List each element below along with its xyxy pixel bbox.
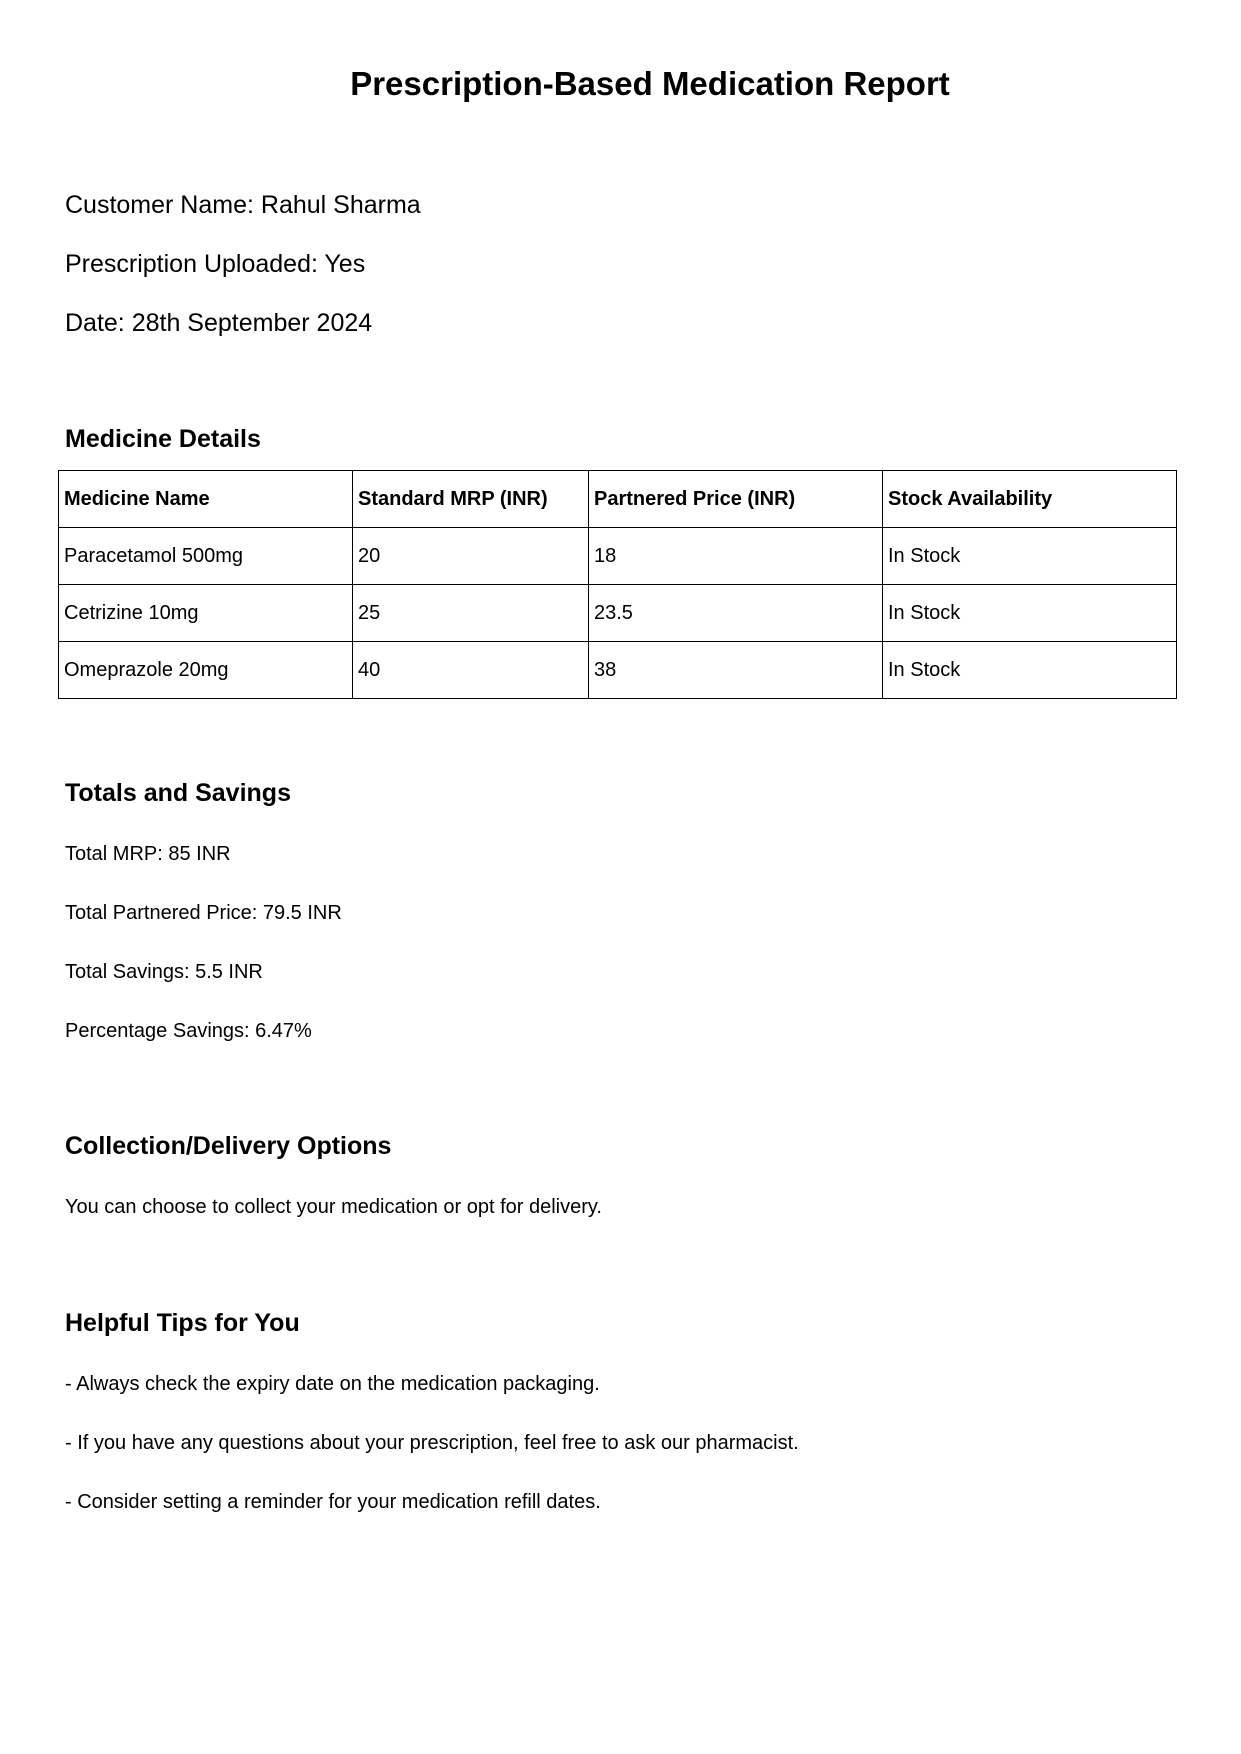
standard-mrp-cell: 20 [353, 528, 589, 585]
column-header-partnered-price: Partnered Price (INR) [589, 471, 883, 528]
total-partnered-price: Total Partnered Price: 79.5 INR [65, 902, 342, 924]
medicine-details-heading: Medicine Details [65, 425, 261, 453]
partnered-price-cell: 23.5 [589, 585, 883, 642]
collection-heading: Collection/Delivery Options [65, 1132, 392, 1160]
stock-availability-cell: In Stock [883, 642, 1177, 699]
medicine-name-cell: Paracetamol 500mg [59, 528, 353, 585]
tip-item: - Consider setting a reminder for your medication refill dates. [65, 1491, 601, 1513]
table-row [59, 585, 1177, 642]
report-date: Date: 28th September 2024 [65, 309, 373, 337]
standard-mrp-cell: 40 [353, 642, 589, 699]
stock-availability-cell: In Stock [883, 585, 1177, 642]
table-row [59, 642, 1177, 699]
tip-item: - Always check the expiry date on the medication packaging. [65, 1373, 600, 1395]
standard-mrp-cell: 25 [353, 585, 589, 642]
percentage-savings: Percentage Savings: 6.47% [65, 1020, 312, 1042]
partnered-price-cell: 18 [589, 528, 883, 585]
total-savings: Total Savings: 5.5 INR [65, 961, 263, 983]
medicine-name-cell: Omeprazole 20mg [59, 642, 353, 699]
column-header-standard-mrp: Standard MRP (INR) [353, 471, 589, 528]
column-header-stock-availability: Stock Availability [883, 471, 1177, 528]
totals-heading: Totals and Savings [65, 779, 291, 807]
partnered-price-cell: 38 [589, 642, 883, 699]
page-title: Prescription-Based Medication Report [350, 65, 950, 102]
tips-heading: Helpful Tips for You [65, 1309, 300, 1337]
collection-text: You can choose to collect your medication or opt for delivery. [65, 1196, 602, 1218]
medicine-table [58, 470, 1177, 699]
table-header-row [59, 471, 1177, 528]
medicine-name-cell: Cetrizine 10mg [59, 585, 353, 642]
column-header-medicine-name: Medicine Name [59, 471, 353, 528]
tip-item: - If you have any questions about your prescription, feel free to ask our pharmacist. [65, 1432, 799, 1454]
customer-name: Customer Name: Rahul Sharma [65, 191, 421, 219]
table-row [59, 528, 1177, 585]
prescription-uploaded: Prescription Uploaded: Yes [65, 250, 366, 278]
total-mrp: Total MRP: 85 INR [65, 843, 231, 865]
stock-availability-cell: In Stock [883, 528, 1177, 585]
